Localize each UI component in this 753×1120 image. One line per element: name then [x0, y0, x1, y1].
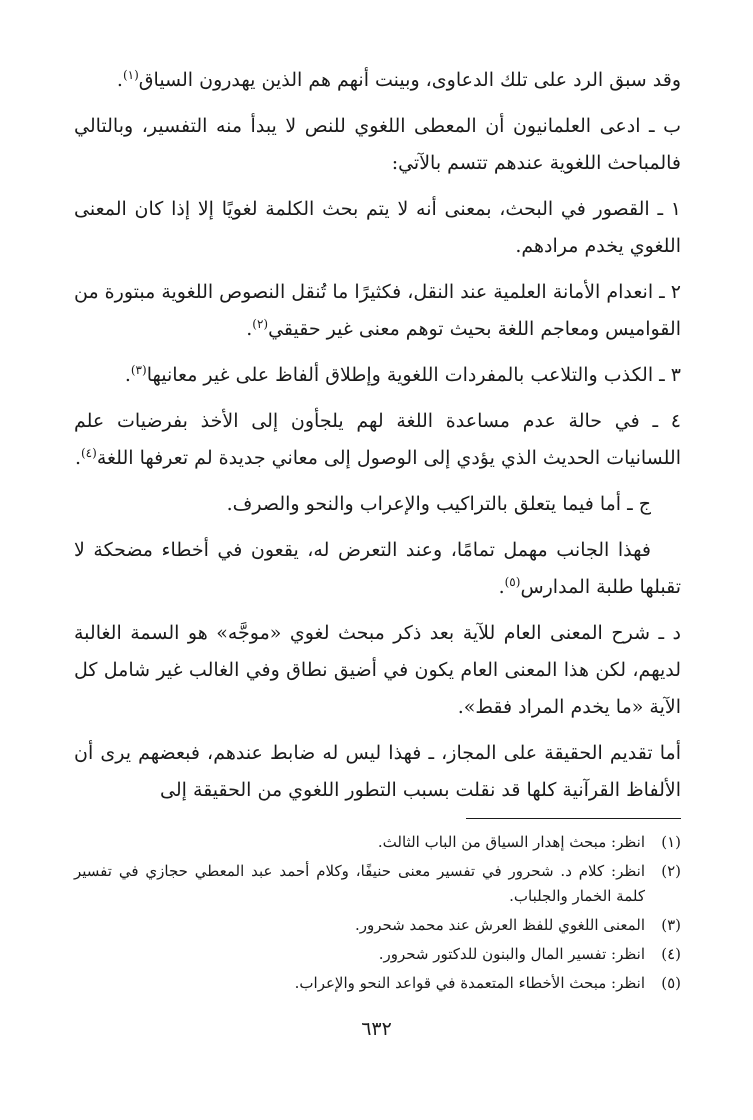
footnote-ref[interactable]: (٣) [130, 362, 147, 377]
footnote-text: انظر: كلام د. شحرور في تفسير معنى حنيفًا، وكلام أحمد عبد المعطي حجازي في تفسير كلمة الخمار والجلباب. [74, 862, 645, 905]
list-item: ٢ ـ انعدام الأمانة العلمية عند النقل، فكثيرًا ما تُنقل النصوص اللغوية مبتورة من القواميس ومعاجم اللغة بحيث توهم معنى غير حقيقي$^{(٢)}$. [74, 281, 681, 340]
footnote-text: انظر: تفسير المال والبنون للدكتور شحرور. [378, 945, 645, 963]
paragraph: د ـ شرح المعنى العام للآية بعد ذكر مبحث لغوي «موجَّه» هو السمة الغالبة لديهم، لكن هذا المعنى العام يكون في أضيق نطاق وفي الغالب غير شامل كل الآية «ما يخدم المراد فقط». [74, 622, 681, 718]
page-number: ٦٣٢ [361, 1018, 392, 1040]
footnote-divider [466, 818, 681, 819]
footnote-text: انظر: مبحث الأخطاء المتعمدة في قواعد النحو والإعراب. [294, 974, 645, 992]
paragraph: أما تقديم الحقيقة على المجاز، ـ فهذا ليس له ضابط عندهم، فبعضهم يرى أن الألفاظ القرآنية كلها قد نقلت بسبب التطور اللغوي من الحقيقة إلى [74, 742, 681, 801]
footnote-number: (٣) [661, 916, 681, 934]
main-text [74, 62, 681, 809]
footnote-ref[interactable]: (٢) [252, 316, 269, 331]
footnote-number: (٤) [661, 945, 681, 963]
footnote-ref[interactable]: (١) [122, 67, 139, 82]
list-item: ٤ ـ في حالة عدم مساعدة اللغة لهم يلجأون إلى الأخذ بفرضيات علم اللسانيات الحديث الذي يؤدي إلى الوصول إلى معاني جديدة لم تعرفها اللغة$^{(٤)}$. [74, 410, 681, 469]
paragraph: وقد سبق الرد على تلك الدعاوى، وبينت أنهم هم الذين يهدرون السياق$^{(١)}$. [116, 67, 681, 91]
list-item: ٣ ـ الكذب والتلاعب بالمفردات اللغوية وإطلاق ألفاظ على غير معانيها$^{(٣)}$. [124, 362, 681, 386]
footnote [74, 859, 681, 909]
footnote-number: (١) [661, 833, 681, 851]
list-item: ١ ـ القصور في البحث، بمعنى أنه لا يتم بحث الكلمة لغويًا إلا إذا كان المعنى اللغوي يخدم مرادهم. [74, 198, 681, 257]
footnote-text: المعنى اللغوي للفظ العرش عند محمد شحرور. [354, 916, 645, 934]
footnote [74, 942, 681, 967]
paragraph: ب ـ ادعى العلمانيون أن المعطى اللغوي للنص لا يبدأ منه التفسير، وبالتالي فالمباحث اللغوية عندهم تتسم بالآتي: [74, 115, 681, 174]
footnote [74, 913, 681, 938]
footnote-ref[interactable]: (٤) [80, 445, 97, 460]
footnote-ref[interactable]: (٥) [504, 574, 521, 589]
footnote [74, 971, 681, 996]
footnote-number: (٥) [661, 974, 681, 992]
footnote-number: (٢) [661, 862, 681, 880]
footnote [74, 830, 681, 855]
footnote-text: انظر: مبحث إهدار السياق من الباب الثالث. [377, 833, 645, 851]
paragraph: ج ـ أما فيما يتعلق بالتراكيب والإعراب والنحو والصرف. [226, 493, 651, 515]
paragraph: فهذا الجانب مهمل تمامًا، وعند التعرض له، يقعون في أخطاء مضحكة لا تقبلها طلبة المدارس$^{(٥)}$. [74, 539, 681, 598]
footnotes [74, 830, 681, 1000]
